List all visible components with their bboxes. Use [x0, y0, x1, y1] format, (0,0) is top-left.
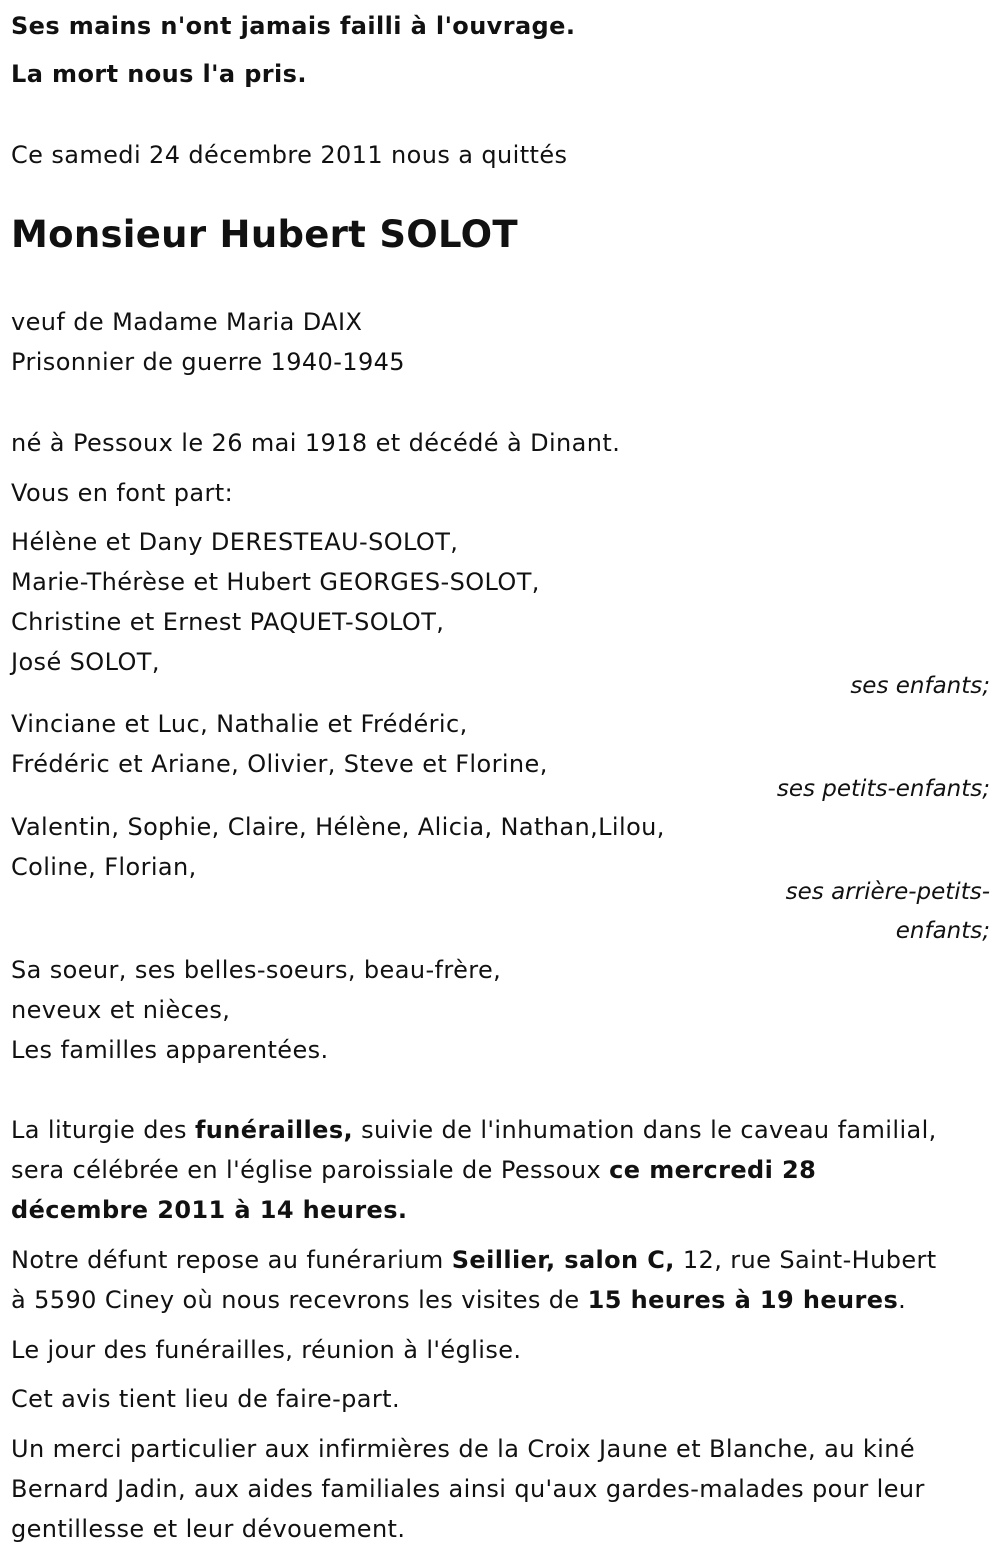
funeral-line-1: [11, 1115, 937, 1145]
repose-text: Notre défunt repose au funérarium: [11, 1246, 452, 1274]
funeral-text: sera célébrée en l'église paroissiale de Pessoux: [11, 1156, 610, 1184]
repose-text: à 5590 Ciney où nous recevrons les visites de: [11, 1286, 588, 1314]
notice-line: Cet avis tient lieu de faire-part.: [11, 1385, 400, 1413]
repose-line-2: [11, 1285, 906, 1315]
great-grandchildren-line: Valentin, Sophie, Claire, Hélène, Alicia, Nathan,Lilou,: [11, 813, 665, 841]
thanks-line: Un merci particulier aux infirmières de la Croix Jaune et Blanche, au kiné: [11, 1435, 916, 1463]
epitaph-line-2: La mort nous l'a pris.: [11, 60, 307, 88]
widow-line: veuf de Madame Maria DAIX: [11, 308, 363, 336]
repose-text: .: [898, 1286, 907, 1314]
visiting-hours: 15 heures à 19 heures: [587, 1286, 899, 1314]
grandchildren-line: Vinciane et Luc, Nathalie et Frédéric,: [11, 710, 468, 738]
intro-text: Ce samedi 24 décembre 2011 nous a quittés: [11, 141, 568, 169]
announce-line: Vous en font part:: [11, 479, 234, 507]
epitaph-line-1: Ses mains n'ont jamais failli à l'ouvrage.: [11, 12, 576, 40]
thanks-line: Bernard Jadin, aux aides familiales ainsi qu'aux gardes-malades pour leur: [11, 1475, 925, 1503]
birth-death-line: né à Pessoux le 26 mai 1918 et décédé à Dinant.: [11, 429, 621, 457]
funeral-text: suivie de l'inhumation dans le caveau familial,: [353, 1116, 937, 1144]
children-line: Marie-Thérèse et Hubert GEORGES-SOLOT,: [11, 568, 540, 596]
funeral-line-2: [11, 1155, 816, 1185]
great-grandchildren-line: Coline, Florian,: [11, 853, 197, 881]
children-line: Hélène et Dany DERESTEAU-SOLOT,: [11, 528, 459, 556]
great-grandchildren-role-2: enfants;: [895, 918, 990, 944]
repose-address: 12, rue Saint-Hubert: [674, 1246, 937, 1274]
funeral-text: La liturgie des: [11, 1116, 195, 1144]
children-role: ses enfants;: [850, 673, 990, 699]
repose-line-1: [11, 1245, 937, 1275]
thanks-line: gentillesse et leur dévouement.: [11, 1515, 406, 1543]
great-grandchildren-role-1: ses arrière-petits-: [785, 879, 990, 905]
church-meeting-line: Le jour des funérailles, réunion à l'église.: [11, 1336, 522, 1364]
funeral-home: Seillier, salon C,: [451, 1246, 675, 1274]
grandchildren-line: Frédéric et Ariane, Olivier, Steve et Florine,: [11, 750, 548, 778]
children-line: José SOLOT,: [11, 648, 160, 676]
relatives-line: Sa soeur, ses belles-soeurs, beau-frère,: [11, 956, 502, 984]
deceased-name: Monsieur Hubert SOLOT: [11, 213, 518, 256]
children-line: Christine et Ernest PAQUET-SOLOT,: [11, 608, 445, 636]
grandchildren-role: ses petits-enfants;: [776, 776, 990, 802]
prisoner-line: Prisonnier de guerre 1940-1945: [11, 348, 405, 376]
funeral-highlight: funérailles,: [194, 1116, 354, 1144]
funeral-date: ce mercredi 28: [609, 1156, 817, 1184]
funeral-line-3: décembre 2011 à 14 heures.: [11, 1196, 408, 1224]
relatives-line: Les familles apparentées.: [11, 1036, 329, 1064]
relatives-line: neveux et nièces,: [11, 996, 231, 1024]
